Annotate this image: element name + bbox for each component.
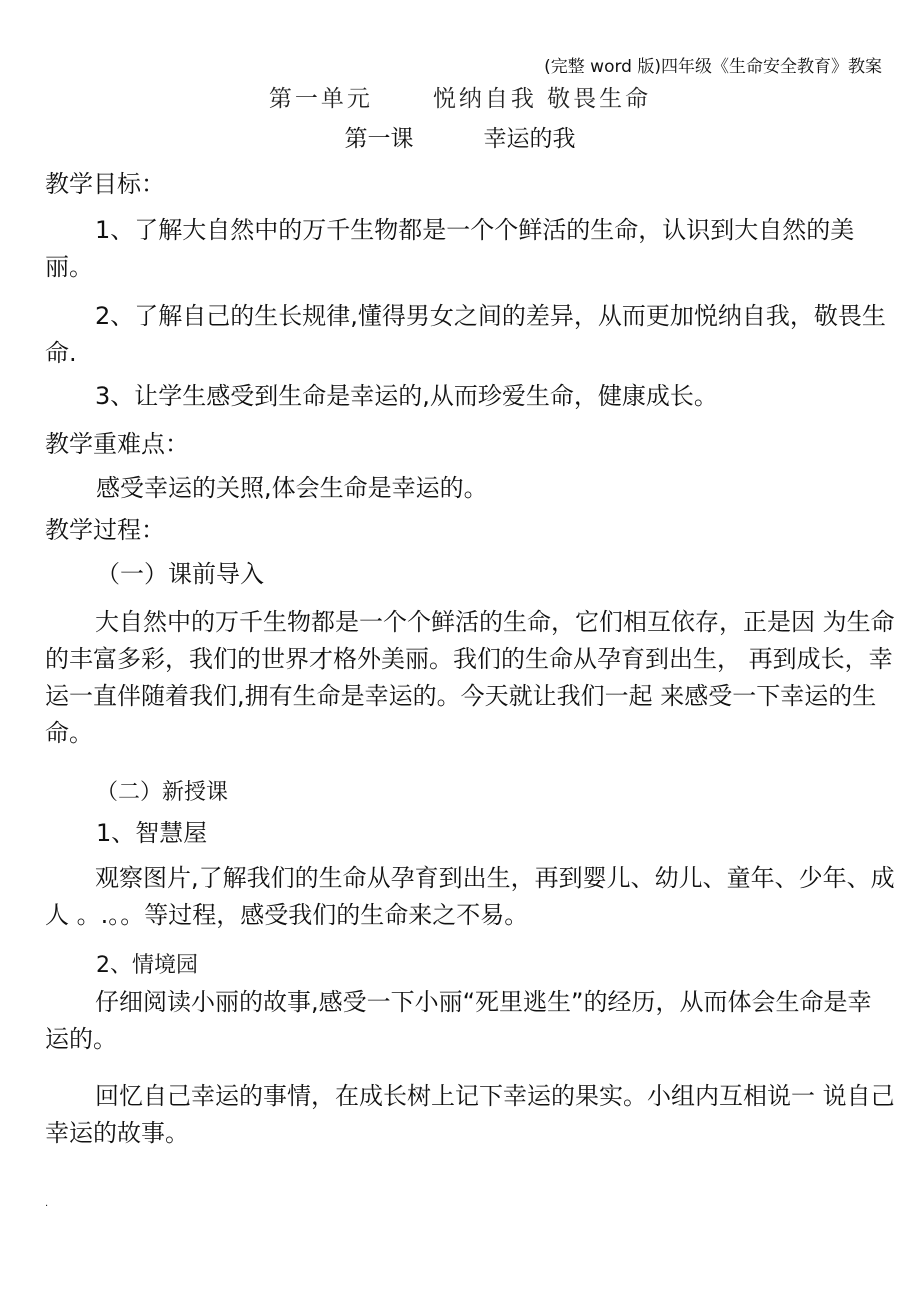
footer-mark: . [45, 1198, 49, 1209]
process-heading: 教学过程： [45, 516, 165, 544]
lesson-number: 第一课 [344, 126, 414, 152]
wisdom-paragraph: 观察图片,了解我们的生命从孕育到出生，再到婴儿、幼儿、童年、少年、成人 。.。。等过程，感受我们的生命来之不易。 [45, 864, 895, 929]
intro-paragraph: 大自然中的万千生物都是一个个鲜活的生命，它们相互依存，正是因 为生命的丰富多彩，我们的世界才格外美丽。我们的生命从孕育到出生， 再到成长，幸运一直伴随着我们,拥有生命是幸运的。今天就让我们一起 来感受一下幸运的生命。 [45, 608, 895, 747]
document-header: (完整 word 版)四年级《生命安全教育》教案 [544, 57, 882, 77]
goal-item-2: 2、了解自己的生长规律,懂得男女之间的差异，从而更加悦纳自我，敬畏生命. [45, 302, 886, 367]
key-points-text: 感受幸运的关照,体会生命是幸运的。 [96, 474, 488, 502]
scene-paragraph: 仔细阅读小丽的故事,感受一下小丽“死里逃生”的经历，从而体会生命是幸运的。 [45, 988, 872, 1053]
goals-heading: 教学目标： [45, 170, 165, 198]
wisdom-heading: 1、智慧屋 [96, 819, 208, 847]
goal-item-3: 3、让学生感受到生命是幸运的,从而珍爱生命，健康成长。 [95, 382, 718, 410]
lesson-title [0, 120, 920, 153]
intro-heading: （一）课前导入 [96, 560, 264, 588]
recall-paragraph: 回忆自己幸运的事情，在成长树上记下幸运的果实。小组内互相说一 说自己幸运的故事。 [45, 1082, 895, 1147]
key-points-heading: 教学重难点： [45, 430, 189, 458]
scene-heading: 2、情境园 [96, 953, 198, 978]
new-lesson-heading: （二）新授课 [96, 780, 229, 805]
lesson-name: 幸运的我 [483, 126, 576, 152]
unit-number: 第一单元 [268, 86, 373, 112]
unit-theme: 悦纳自我 敬畏生命 [432, 86, 652, 112]
goal-item-1: 1、了解大自然中的万千生物都是一个个鲜活的生命，认识到大自然的美丽。 [45, 216, 855, 281]
unit-title [0, 80, 920, 113]
